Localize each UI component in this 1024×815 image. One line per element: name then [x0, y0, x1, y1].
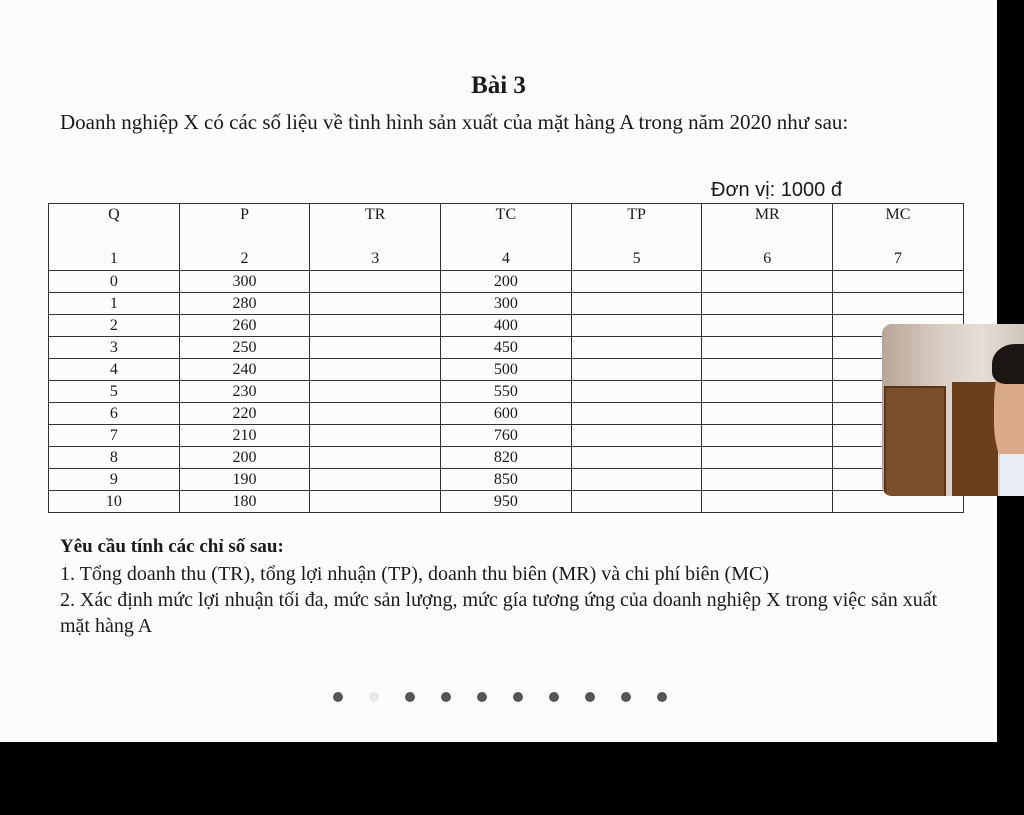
pagination-dot[interactable] — [621, 692, 631, 702]
header-number: 6 — [702, 242, 833, 271]
table-row — [49, 491, 964, 513]
cell-tr — [310, 359, 441, 381]
table-body — [49, 271, 964, 513]
cell-mc — [833, 271, 964, 293]
cell-mr — [702, 425, 833, 447]
cell-mr — [702, 359, 833, 381]
video-person-hair — [992, 344, 1024, 384]
cell-p: 260 — [179, 315, 310, 337]
video-door — [884, 386, 946, 496]
table-row — [49, 447, 964, 469]
header-mr: MR — [702, 204, 833, 243]
pagination-dot[interactable] — [657, 692, 667, 702]
cell-tp — [571, 469, 702, 491]
cell-tp — [571, 271, 702, 293]
cell-tr — [310, 447, 441, 469]
table-row — [49, 337, 964, 359]
cell-p: 250 — [179, 337, 310, 359]
table-row — [49, 425, 964, 447]
cell-tc: 300 — [441, 293, 572, 315]
table-row — [49, 271, 964, 293]
header-tp: TP — [571, 204, 702, 243]
cell-tc: 200 — [441, 271, 572, 293]
cell-tr — [310, 491, 441, 513]
cell-mr — [702, 315, 833, 337]
pagination-dot[interactable] — [405, 692, 415, 702]
cell-q: 5 — [49, 381, 180, 403]
intro-text: Doanh nghiệp X có các số liệu về tình hình sản xuất của mặt hàng A trong năm 2020 như sau: — [60, 110, 849, 134]
cell-tr — [310, 403, 441, 425]
cell-mr — [702, 491, 833, 513]
cell-p: 240 — [179, 359, 310, 381]
slide-pagination — [333, 692, 667, 702]
cell-q: 10 — [49, 491, 180, 513]
pagination-dot[interactable] — [585, 692, 595, 702]
cell-mr — [702, 469, 833, 491]
cell-mr — [702, 381, 833, 403]
cell-tr — [310, 337, 441, 359]
cell-tr — [310, 315, 441, 337]
header-number: 5 — [571, 242, 702, 271]
cell-tr — [310, 271, 441, 293]
cell-tp — [571, 293, 702, 315]
cell-q: 6 — [49, 403, 180, 425]
unit-label: Đơn vị: 1000 đ — [711, 179, 842, 201]
header-number: 1 — [49, 242, 180, 271]
header-number: 7 — [833, 242, 964, 271]
header-number: 3 — [310, 242, 441, 271]
requirements-list — [60, 561, 940, 639]
cell-q: 4 — [49, 359, 180, 381]
cell-q: 9 — [49, 469, 180, 491]
cell-p: 220 — [179, 403, 310, 425]
cell-p: 210 — [179, 425, 310, 447]
pagination-dot[interactable] — [441, 692, 451, 702]
header-number-row — [49, 242, 964, 271]
cell-p: 230 — [179, 381, 310, 403]
video-door — [952, 382, 998, 496]
cell-q: 8 — [49, 447, 180, 469]
cell-p: 190 — [179, 469, 310, 491]
requirement-item: 2. Xác định mức lợi nhuận tối đa, mức sản lượng, mức gía tương ứng của doanh nghiệp X trong việc sản xuất mặt hàng A — [60, 589, 938, 637]
video-person-shirt — [1000, 454, 1024, 496]
header-number: 4 — [441, 242, 572, 271]
cell-mc — [833, 293, 964, 315]
cell-tp — [571, 337, 702, 359]
cell-tr — [310, 381, 441, 403]
header-p: P — [179, 204, 310, 243]
cell-mr — [702, 337, 833, 359]
requirement-item: 1. Tổng doanh thu (TR), tổng lợi nhuận (TP), doanh thu biên (MR) và chi phí biên (MC) — [60, 563, 770, 585]
cell-p: 280 — [179, 293, 310, 315]
cell-tc: 760 — [441, 425, 572, 447]
cell-tc: 500 — [441, 359, 572, 381]
header-mc: MC — [833, 204, 964, 243]
cell-mr — [702, 403, 833, 425]
cell-tr — [310, 293, 441, 315]
cell-mr — [702, 447, 833, 469]
cell-tc: 950 — [441, 491, 572, 513]
table-row — [49, 381, 964, 403]
cell-tc: 400 — [441, 315, 572, 337]
cell-p: 200 — [179, 447, 310, 469]
requirements-title: Yêu cầu tính các chỉ số sau: — [60, 536, 284, 557]
cell-tp — [571, 425, 702, 447]
cell-tr — [310, 425, 441, 447]
table-row — [49, 315, 964, 337]
cell-tp — [571, 491, 702, 513]
header-tr: TR — [310, 204, 441, 243]
cell-tc: 550 — [441, 381, 572, 403]
header-number: 2 — [179, 242, 310, 271]
cell-q: 0 — [49, 271, 180, 293]
cell-tc: 820 — [441, 447, 572, 469]
cell-q: 1 — [49, 293, 180, 315]
page-title: Bài 3 — [471, 72, 526, 99]
cell-p: 300 — [179, 271, 310, 293]
header-q: Q — [49, 204, 180, 243]
table-row — [49, 293, 964, 315]
cell-mr — [702, 271, 833, 293]
cell-tp — [571, 359, 702, 381]
cell-tp — [571, 381, 702, 403]
header-tc: TC — [441, 204, 572, 243]
cell-q: 7 — [49, 425, 180, 447]
pagination-dot[interactable] — [513, 692, 523, 702]
data-table — [48, 203, 964, 513]
cell-tc: 600 — [441, 403, 572, 425]
pagination-dot[interactable] — [477, 692, 487, 702]
header-row — [49, 204, 964, 243]
cell-q: 2 — [49, 315, 180, 337]
pagination-dot[interactable] — [549, 692, 559, 702]
pagination-dot[interactable] — [369, 692, 379, 702]
cell-tp — [571, 315, 702, 337]
cell-p: 180 — [179, 491, 310, 513]
cell-q: 3 — [49, 337, 180, 359]
cell-tc: 450 — [441, 337, 572, 359]
table-row — [49, 469, 964, 491]
webcam-video-overlay[interactable] — [882, 324, 1024, 496]
cell-tr — [310, 469, 441, 491]
cell-tp — [571, 447, 702, 469]
pagination-dot[interactable] — [333, 692, 343, 702]
table-row — [49, 359, 964, 381]
cell-tp — [571, 403, 702, 425]
cell-tc: 850 — [441, 469, 572, 491]
cell-mr — [702, 293, 833, 315]
table-row — [49, 403, 964, 425]
